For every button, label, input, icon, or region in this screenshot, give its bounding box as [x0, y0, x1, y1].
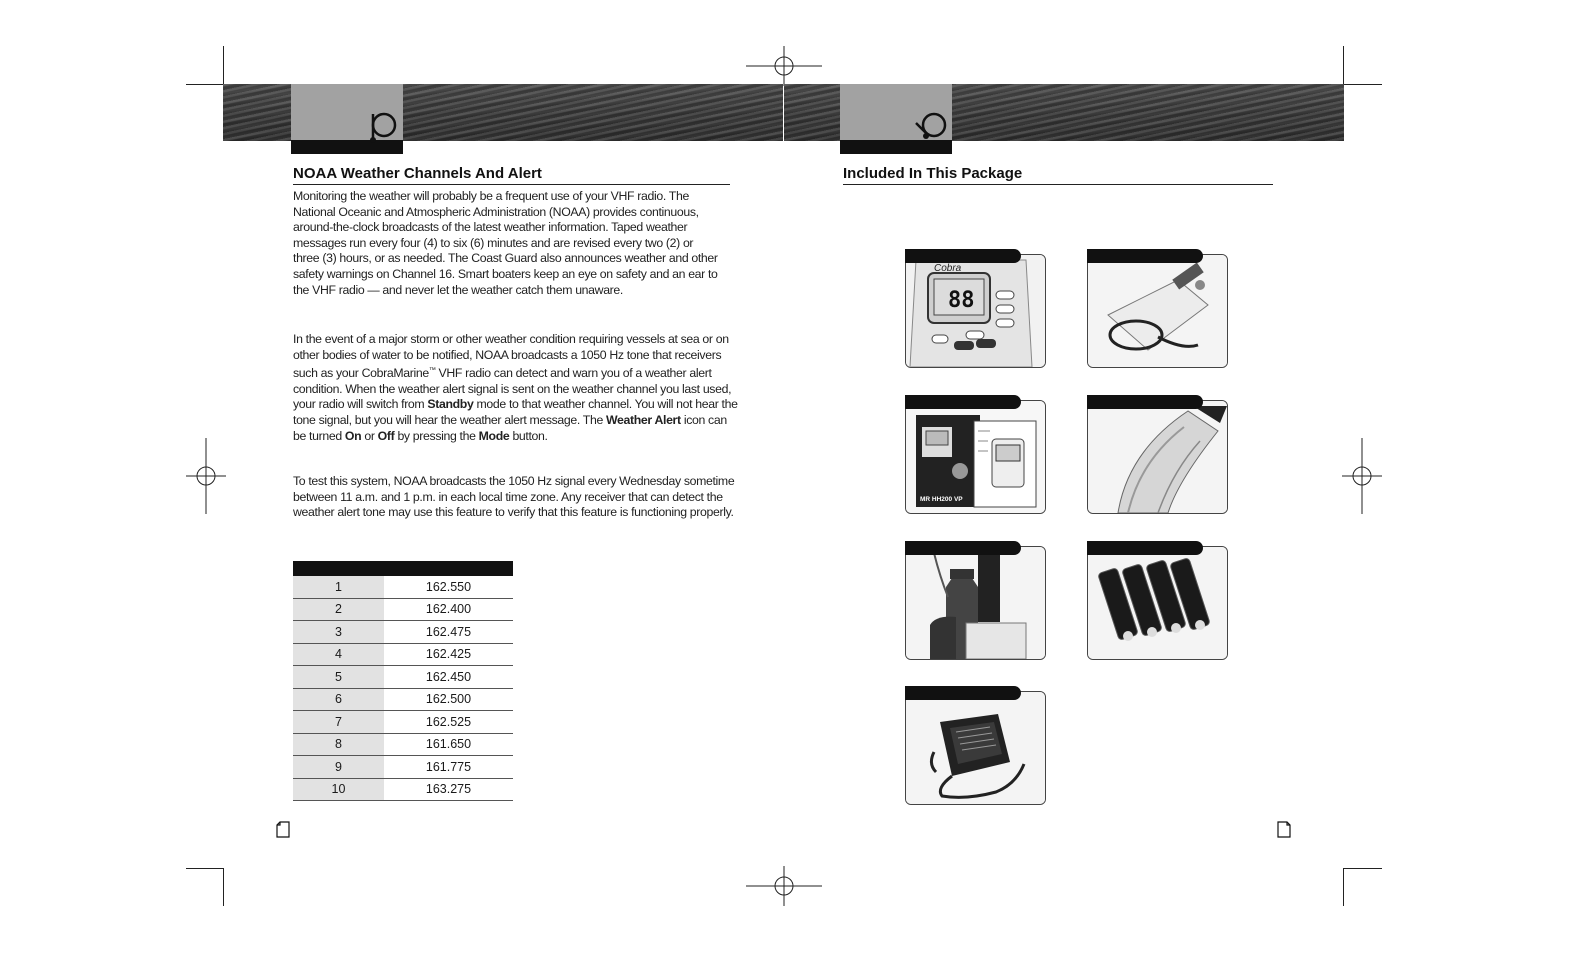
table-row: [293, 643, 513, 666]
channel-cell: 6: [293, 688, 384, 711]
bold-standby: Standby: [427, 397, 474, 412]
magnifier-icon: [910, 108, 950, 148]
table-row: [293, 733, 513, 756]
package-item-batteries: [1087, 546, 1228, 660]
magnifier-icon: [364, 108, 400, 148]
frequency-cell: 163.275: [384, 778, 513, 801]
channel-cell: 7: [293, 711, 384, 734]
paragraph-test-system: To test this system, NOAA broadcasts the 1050 Hz signal every Wednesday sometime between 11 a.m. and 1 p.m. in each local time zone. Any receiver that can detect the weather alert tone may use this feature to verify that this feature is functioning properly.: [293, 474, 735, 520]
table-row: [293, 688, 513, 711]
bold-on: On: [344, 428, 362, 443]
channel-cell: 2: [293, 598, 384, 621]
bold-off: Off: [377, 428, 395, 443]
radio-brand: Cobra: [934, 263, 962, 274]
package-item-tab: [905, 686, 1021, 700]
registration-mark-bottom: [746, 866, 822, 906]
channel-cell: 3: [293, 621, 384, 644]
table-row: [293, 576, 513, 598]
channel-cell: 1: [293, 576, 384, 598]
text: In the event of a major storm or other weather condition requiring vessels at sea or on other bodies of water to be notified, NOAA broadcasts a 1050 Hz tone that receivers such as your CobraMarine: [293, 332, 729, 381]
wrist-strap-photo: [1088, 255, 1227, 367]
page-heading-package: Included In This Package: [843, 165, 1273, 185]
package-item-tab: [905, 249, 1021, 263]
registration-mark-top: [746, 46, 822, 86]
package-item-tab: [905, 541, 1021, 555]
frequency-cell: 162.525: [384, 711, 513, 734]
table-row: [293, 621, 513, 644]
frequency-cell: 162.550: [384, 576, 513, 598]
radio-display-digits: 88: [948, 288, 975, 313]
vhf-radio-photo: [906, 255, 1045, 367]
text: mode to that weather channel. You will not hear the tone signal, but you will hear the weather alert message. The: [293, 397, 738, 428]
belt-clip-photo: [1088, 401, 1227, 513]
trademark: ™: [428, 367, 436, 375]
bold-weather-alert: Weather Alert: [606, 413, 681, 428]
frequency-cell: 162.450: [384, 666, 513, 689]
text: VHF radio can detect and warn you of a weather alert condition. When the weather alert signal is sent on the weather channel you last used, your radio will switch from: [293, 366, 732, 412]
frequency-cell: 162.500: [384, 688, 513, 711]
table-row: [293, 756, 513, 779]
package-item-tab: [1087, 395, 1203, 409]
page-heading-noaa: NOAA Weather Channels And Alert: [293, 165, 730, 185]
manual-photo: [906, 401, 1045, 513]
table-row: [293, 666, 513, 689]
channel-cell: 10: [293, 778, 384, 801]
aa-batteries-photo: [1088, 547, 1227, 659]
charging-cradle-photo: [906, 547, 1045, 659]
paragraph-weather-alert: [293, 332, 739, 444]
paragraph-monitoring: Monitoring the weather will probably be a frequent use of your VHF radio. The National Oceanic and Atmospheric Administration (NOAA) provides continuous, around-the-clock broadcasts of the latest weather information. Taped weather messages run every four (4) to six (6) minutes and are revised every two (2) or three (3) hours, or as needed. The Coast Guard also announces weather and other safety warnings on Channel 16. Smart boaters keep an eye on safety and an ear to the VHF radio — and never let the weather catch them unaware.: [293, 189, 718, 297]
weather-channel-table: [293, 561, 513, 801]
package-item-tab: [1087, 249, 1203, 263]
registration-mark-right: [1342, 438, 1382, 514]
bold-mode: Mode: [478, 428, 510, 443]
frequency-cell: 162.425: [384, 643, 513, 666]
ac-adapter-photo: [906, 692, 1045, 804]
table-header: [293, 561, 513, 576]
text: icon can be turned: [293, 413, 727, 443]
package-item-charger: [905, 546, 1046, 660]
channel-cell: 8: [293, 733, 384, 756]
frequency-cell: 161.775: [384, 756, 513, 779]
table-row: [293, 778, 513, 801]
package-item-manual: [905, 400, 1046, 514]
text: by pressing the: [394, 428, 479, 443]
page-number-icon: [276, 821, 290, 838]
frequency-cell: 162.475: [384, 621, 513, 644]
text: button.: [509, 428, 548, 443]
page-number-icon: [1277, 821, 1291, 838]
text: or: [361, 428, 378, 443]
channel-cell: 9: [293, 756, 384, 779]
channel-cell: 5: [293, 666, 384, 689]
package-item-wrist-strap: [1087, 254, 1228, 368]
manual-title: MR HH200 VP: [920, 496, 963, 503]
package-item-ac-adapter: [905, 691, 1046, 805]
package-item-radio: [905, 254, 1046, 368]
registration-mark-left: [186, 438, 226, 514]
package-item-tab: [905, 395, 1021, 409]
frequency-cell: 161.650: [384, 733, 513, 756]
channel-cell: 4: [293, 643, 384, 666]
package-item-tab: [1087, 541, 1203, 555]
table-row: [293, 598, 513, 621]
package-item-belt-clip: [1087, 400, 1228, 514]
frequency-cell: 162.400: [384, 598, 513, 621]
table-row: [293, 711, 513, 734]
